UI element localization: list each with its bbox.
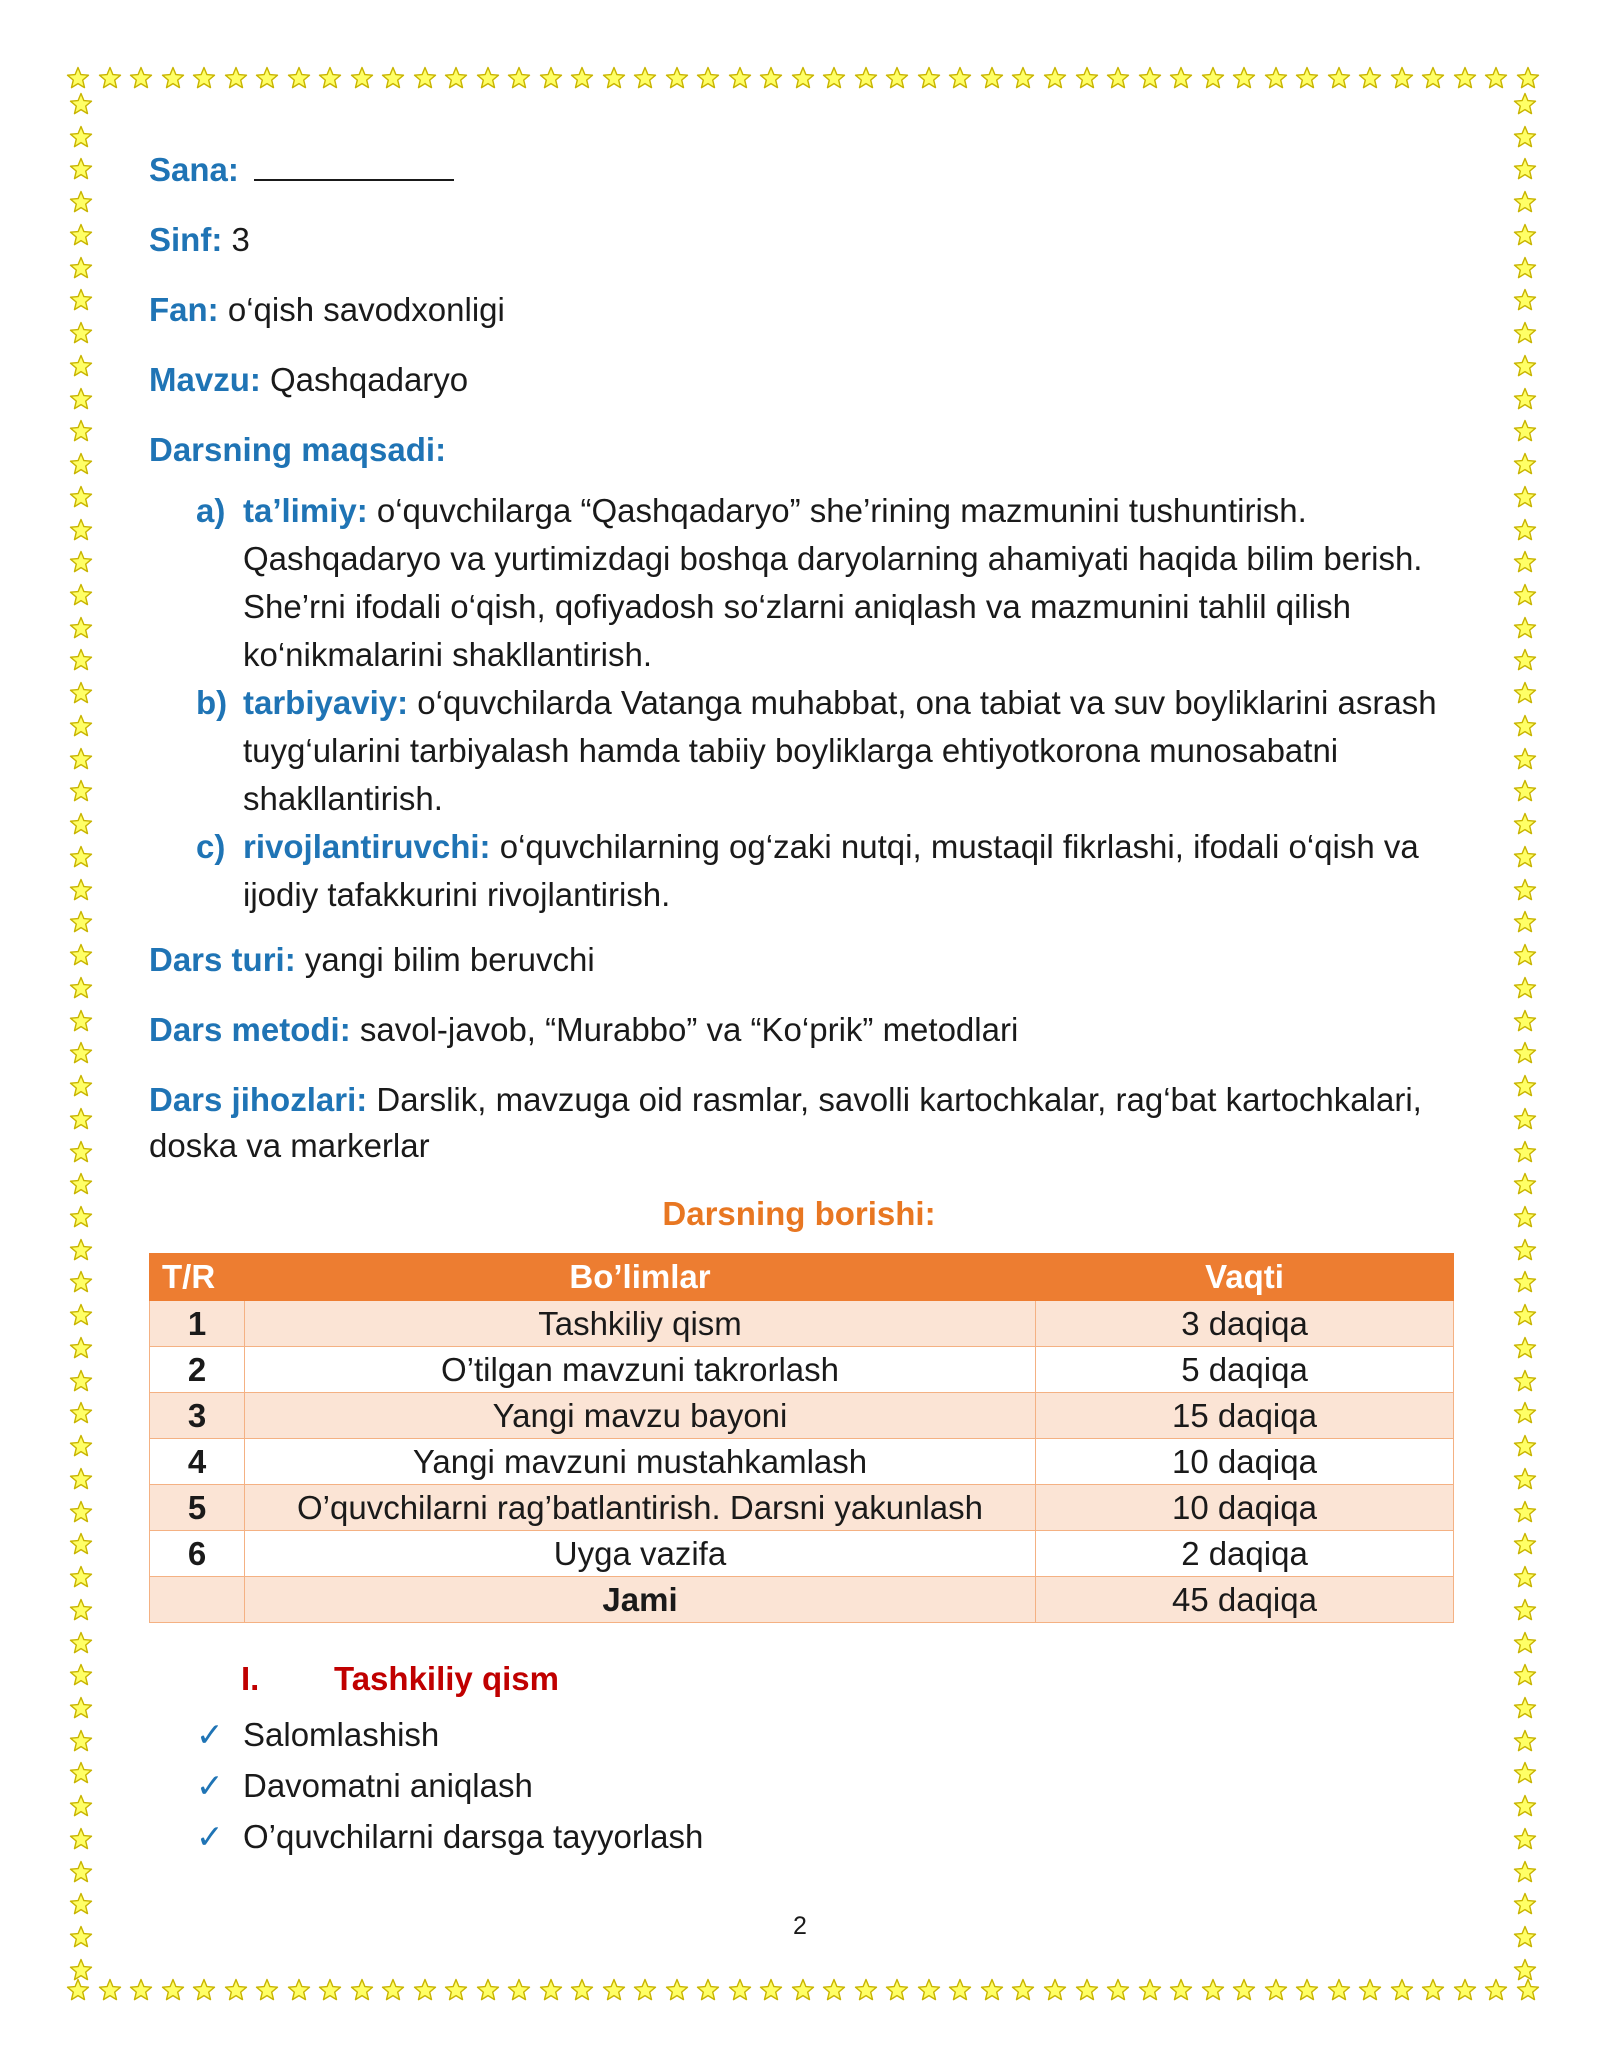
star-icon <box>69 452 93 476</box>
star-icon <box>1513 1565 1537 1589</box>
star-icon <box>1513 1172 1537 1196</box>
star-icon <box>1513 747 1537 771</box>
star-icon <box>1232 66 1256 90</box>
star-icon <box>1358 66 1382 90</box>
star-icon <box>885 66 909 90</box>
star-icon <box>69 1336 93 1360</box>
table-row <box>150 1393 1454 1439</box>
star-icon <box>1513 1434 1537 1458</box>
star-icon <box>69 1696 93 1720</box>
star-icon <box>69 190 93 214</box>
star-icon <box>1513 1074 1537 1098</box>
star-icon <box>129 66 153 90</box>
star-icon <box>255 66 279 90</box>
star-icon <box>1513 943 1537 967</box>
star-icon <box>69 1107 93 1131</box>
star-icon <box>224 1978 248 2002</box>
star-icon <box>1295 66 1319 90</box>
star-icon <box>444 66 468 90</box>
table-row <box>150 1485 1454 1531</box>
star-icon <box>129 1978 153 2002</box>
lesson-plan-table <box>149 1253 1454 1623</box>
star-icon <box>69 1140 93 1164</box>
star-icon <box>1169 66 1193 90</box>
part-heading <box>241 1655 1449 1703</box>
star-icon <box>1011 66 1035 90</box>
star-icon <box>69 1303 93 1327</box>
star-icon <box>980 66 1004 90</box>
star-icon <box>69 910 93 934</box>
row-number: 3 <box>150 1393 245 1439</box>
goal-text: o‘quvchilarga “Qashqadaryo” she’rining mazmunini tushuntirish. Qashqadaryo va yurtimizdagi boshqa daryolarning ahamiyati haqida bilim berish. She’rni ifodali o‘qish, qofiyadosh so‘zlarni aniqlash va mazmunini tahlil qilish ko‘nikmalarini shakllantirish. <box>243 492 1423 673</box>
star-icon <box>1513 1009 1537 1033</box>
star-icon <box>1390 1978 1414 2002</box>
subject-label: Fan: <box>149 291 219 328</box>
star-icon <box>539 66 563 90</box>
star-icon <box>255 1978 279 2002</box>
checklist-item <box>196 1709 1449 1760</box>
star-icon <box>1513 223 1537 247</box>
star-icon <box>444 1978 468 2002</box>
star-icon <box>1513 1401 1537 1425</box>
row-time: 2 daqiqa <box>1036 1531 1454 1577</box>
star-icon <box>728 1978 752 2002</box>
total-time: 45 daqiqa <box>1036 1577 1454 1623</box>
star-icon <box>1513 1303 1537 1327</box>
star-icon <box>1513 910 1537 934</box>
star-icon <box>1201 66 1225 90</box>
star-icon <box>224 66 248 90</box>
star-icon <box>69 1205 93 1229</box>
star-icon <box>791 66 815 90</box>
star-icon <box>1075 1978 1099 2002</box>
star-icon <box>1513 1958 1537 1982</box>
lesson-type-value: yangi bilim beruvchi <box>295 941 595 978</box>
star-icon <box>69 943 93 967</box>
star-icon <box>1513 1696 1537 1720</box>
star-icon <box>1513 1500 1537 1524</box>
goal-marker: b) <box>196 684 228 721</box>
star-icon <box>476 1978 500 2002</box>
goals-heading <box>149 427 1449 473</box>
star-icon <box>1106 1978 1130 2002</box>
star-icon <box>1513 1827 1537 1851</box>
star-icon <box>1484 66 1508 90</box>
star-icon <box>69 779 93 803</box>
star-icon <box>69 1794 93 1818</box>
star-icon <box>69 1238 93 1262</box>
star-icon <box>1513 1729 1537 1753</box>
total-label: Jami <box>245 1577 1036 1623</box>
column-header-number: T/R <box>150 1254 245 1301</box>
star-icon <box>98 1978 122 2002</box>
total-number <box>150 1577 245 1623</box>
star-icon <box>69 550 93 574</box>
star-icon <box>1075 66 1099 90</box>
star-icon <box>1513 812 1537 836</box>
star-icon <box>381 66 405 90</box>
star-icon <box>759 66 783 90</box>
row-section: O’tilgan mavzuni takrorlash <box>245 1347 1036 1393</box>
lesson-type-label: Dars turi: <box>149 941 296 978</box>
star-icon <box>539 1978 563 2002</box>
lesson-equipment-value: Darslik, mavzuga oid rasmlar, savolli kartochkalar, rag‘bat kartochkalari, doska va markerlar <box>149 1081 1422 1164</box>
star-icon <box>192 1978 216 2002</box>
star-icon <box>696 66 720 90</box>
star-icon <box>69 1434 93 1458</box>
part-roman-numeral: I. <box>241 1660 260 1697</box>
star-icon <box>69 485 93 509</box>
star-icon <box>1513 518 1537 542</box>
row-time: 15 daqiqa <box>1036 1393 1454 1439</box>
row-number: 2 <box>150 1347 245 1393</box>
star-icon <box>1513 1336 1537 1360</box>
table-total-row <box>150 1577 1454 1623</box>
grade-field <box>149 217 1449 263</box>
plan-title: Darsning borishi: <box>662 1195 936 1232</box>
star-icon <box>1513 878 1537 902</box>
star-icon <box>507 66 531 90</box>
star-icon <box>885 1978 909 2002</box>
star-icon <box>69 976 93 1000</box>
row-number: 6 <box>150 1531 245 1577</box>
row-time: 5 daqiqa <box>1036 1347 1454 1393</box>
star-icon <box>1138 1978 1162 2002</box>
row-section: Uyga vazifa <box>245 1531 1036 1577</box>
star-icon <box>1421 66 1445 90</box>
star-icon <box>854 66 878 90</box>
star-icon <box>948 1978 972 2002</box>
star-icon <box>413 1978 437 2002</box>
star-icon <box>69 714 93 738</box>
row-section: O’quvchilarni rag’batlantirish. Darsni yakunlash <box>245 1485 1036 1531</box>
star-icon <box>161 1978 185 2002</box>
row-number: 4 <box>150 1439 245 1485</box>
star-icon <box>161 66 185 90</box>
star-icon <box>1513 1794 1537 1818</box>
date-label: Sana: <box>149 151 239 188</box>
star-icon <box>1421 1978 1445 2002</box>
star-icon <box>1169 1978 1193 2002</box>
star-icon <box>1513 845 1537 869</box>
star-icon <box>1513 1140 1537 1164</box>
checklist <box>149 1709 1449 1862</box>
star-icon <box>1513 616 1537 640</box>
star-icon <box>69 354 93 378</box>
star-border-top <box>66 63 1540 93</box>
star-icon <box>69 1172 93 1196</box>
star-icon <box>69 518 93 542</box>
star-border-left <box>66 92 96 1982</box>
star-icon <box>1484 1978 1508 2002</box>
table-row <box>150 1439 1454 1485</box>
row-number: 5 <box>150 1485 245 1531</box>
star-icon <box>69 878 93 902</box>
star-icon <box>69 747 93 771</box>
checklist-item <box>196 1760 1449 1811</box>
star-icon <box>69 157 93 181</box>
goal-item <box>196 823 1449 919</box>
star-icon <box>1513 419 1537 443</box>
date-field <box>149 145 1449 193</box>
star-icon <box>66 66 90 90</box>
goal-marker: c) <box>196 828 226 865</box>
star-icon <box>287 1978 311 2002</box>
star-icon <box>1513 583 1537 607</box>
star-icon <box>1513 1761 1537 1785</box>
goals-label: Darsning maqsadi: <box>149 431 447 468</box>
star-icon <box>602 66 626 90</box>
star-icon <box>69 1565 93 1589</box>
star-icon <box>1513 387 1537 411</box>
star-icon <box>1201 1978 1225 2002</box>
star-icon <box>1513 354 1537 378</box>
row-time: 10 daqiqa <box>1036 1485 1454 1531</box>
star-icon <box>665 1978 689 2002</box>
goal-item <box>196 679 1449 823</box>
table-row <box>150 1347 1454 1393</box>
goal-label: rivojlantiruvchi: <box>243 828 491 865</box>
star-icon <box>69 92 93 116</box>
star-icon <box>822 66 846 90</box>
table-header-row <box>150 1254 1454 1301</box>
star-icon <box>1106 66 1130 90</box>
star-border-right <box>1510 92 1540 1982</box>
star-icon <box>1513 92 1537 116</box>
star-icon <box>69 321 93 345</box>
part-title: Tashkiliy qism <box>334 1660 559 1697</box>
star-icon <box>1264 1978 1288 2002</box>
row-number: 1 <box>150 1301 245 1347</box>
star-icon <box>1513 190 1537 214</box>
topic-field <box>149 357 1449 403</box>
star-icon <box>69 1860 93 1884</box>
star-icon <box>1043 1978 1067 2002</box>
star-icon <box>69 1761 93 1785</box>
star-icon <box>1513 1205 1537 1229</box>
star-icon <box>318 66 342 90</box>
goal-label: ta’limiy: <box>243 492 368 529</box>
star-icon <box>1264 66 1288 90</box>
star-icon <box>1513 1631 1537 1655</box>
checklist-text: Salomlashish <box>243 1716 440 1753</box>
checklist-text: Davomatni aniqlash <box>243 1767 533 1804</box>
star-icon <box>1358 1978 1382 2002</box>
star-icon <box>69 812 93 836</box>
star-icon <box>69 1631 93 1655</box>
star-icon <box>192 66 216 90</box>
star-icon <box>1513 714 1537 738</box>
star-icon <box>350 1978 374 2002</box>
table-row <box>150 1301 1454 1347</box>
star-icon <box>1513 648 1537 672</box>
star-icon <box>69 125 93 149</box>
star-icon <box>69 256 93 280</box>
star-icon <box>1513 452 1537 476</box>
star-icon <box>1513 321 1537 345</box>
column-header-sections: Bo’limlar <box>245 1254 1036 1301</box>
star-icon <box>69 387 93 411</box>
star-icon <box>476 66 500 90</box>
star-icon <box>1138 66 1162 90</box>
star-icon <box>69 1041 93 1065</box>
star-icon <box>413 66 437 90</box>
row-section: Tashkiliy qism <box>245 1301 1036 1347</box>
star-icon <box>822 1978 846 2002</box>
lesson-method-value: savol-javob, “Murabbo” va “Ko‘prik” metodlari <box>350 1011 1019 1048</box>
goal-item <box>196 487 1449 679</box>
star-icon <box>350 66 374 90</box>
star-icon <box>917 1978 941 2002</box>
subject-value: o‘qish savodxonligi <box>218 291 505 328</box>
star-icon <box>1043 66 1067 90</box>
lesson-method-field <box>149 1007 1449 1053</box>
star-icon <box>1516 66 1540 90</box>
subject-field <box>149 287 1449 333</box>
star-icon <box>1513 125 1537 149</box>
star-icon <box>69 223 93 247</box>
star-icon <box>1513 681 1537 705</box>
star-icon <box>1513 1532 1537 1556</box>
star-icon <box>69 1729 93 1753</box>
star-icon <box>69 1401 93 1425</box>
star-icon <box>948 66 972 90</box>
star-icon <box>570 66 594 90</box>
star-icon <box>1390 66 1414 90</box>
grade-value: 3 <box>222 221 250 258</box>
star-icon <box>1513 1860 1537 1884</box>
star-icon <box>1513 485 1537 509</box>
row-time: 3 daqiqa <box>1036 1301 1454 1347</box>
star-icon <box>570 1978 594 2002</box>
star-icon <box>69 288 93 312</box>
star-icon <box>69 1827 93 1851</box>
star-icon <box>1513 1369 1537 1393</box>
topic-value: Qashqadaryo <box>260 361 469 398</box>
goals-list <box>149 487 1449 919</box>
star-icon <box>507 1978 531 2002</box>
star-icon <box>633 66 657 90</box>
star-icon <box>69 616 93 640</box>
checkmark-icon: ✓ <box>196 1716 224 1753</box>
checkmark-icon: ✓ <box>196 1767 224 1804</box>
row-time: 10 daqiqa <box>1036 1439 1454 1485</box>
column-header-time: Vaqti <box>1036 1254 1454 1301</box>
star-icon <box>69 648 93 672</box>
row-section: Yangi mavzuni mustahkamlash <box>245 1439 1036 1485</box>
star-icon <box>69 1532 93 1556</box>
star-icon <box>69 1369 93 1393</box>
checklist-text: O’quvchilarni darsga tayyorlash <box>243 1818 704 1855</box>
star-icon <box>1453 1978 1477 2002</box>
star-icon <box>1513 550 1537 574</box>
star-icon <box>69 1074 93 1098</box>
star-icon <box>1513 1467 1537 1491</box>
star-icon <box>69 1958 93 1982</box>
star-icon <box>1513 157 1537 181</box>
star-icon <box>602 1978 626 2002</box>
star-icon <box>1513 288 1537 312</box>
row-section: Yangi mavzu bayoni <box>245 1393 1036 1439</box>
checkmark-icon: ✓ <box>196 1818 224 1855</box>
star-icon <box>69 1467 93 1491</box>
star-icon <box>1513 1041 1537 1065</box>
star-icon <box>1232 1978 1256 2002</box>
star-icon <box>1513 1238 1537 1262</box>
star-icon <box>69 1500 93 1524</box>
star-icon <box>69 583 93 607</box>
star-icon <box>1513 1663 1537 1687</box>
date-blank-line <box>254 145 454 181</box>
lesson-plan-page <box>149 145 1449 1862</box>
star-icon <box>980 1978 1004 2002</box>
goal-text: o‘quvchilarda Vatanga muhabbat, ona tabiat va suv boyliklarini asrash tuyg‘ularini tarbiyalash hamda tabiiy boyliklarga ehtiyotkorona munosabatni shakllantirish. <box>243 684 1437 817</box>
star-icon <box>665 66 689 90</box>
star-icon <box>69 1598 93 1622</box>
star-icon <box>1327 1978 1351 2002</box>
lesson-equipment-field <box>149 1077 1449 1169</box>
goal-text: o‘quvchilarning og‘zaki nutqi, mustaqil fikrlashi, ifodali o‘qish va ijodiy tafakkurini rivojlantirish. <box>243 828 1419 913</box>
lesson-equipment-label: Dars jihozlari: <box>149 1081 368 1118</box>
star-icon <box>287 66 311 90</box>
grade-label: Sinf: <box>149 221 223 258</box>
star-icon <box>69 845 93 869</box>
star-icon <box>69 1009 93 1033</box>
star-icon <box>1513 976 1537 1000</box>
star-icon <box>69 1663 93 1687</box>
star-icon <box>1513 779 1537 803</box>
goal-marker: a) <box>196 492 226 529</box>
goal-label: tarbiyaviy: <box>243 684 409 721</box>
star-icon <box>1453 66 1477 90</box>
star-icon <box>69 681 93 705</box>
star-icon <box>1327 66 1351 90</box>
star-icon <box>1295 1978 1319 2002</box>
table-row <box>150 1531 1454 1577</box>
star-icon <box>1513 1598 1537 1622</box>
star-icon <box>759 1978 783 2002</box>
star-icon <box>69 1270 93 1294</box>
star-icon <box>696 1978 720 2002</box>
lesson-method-label: Dars metodi: <box>149 1011 351 1048</box>
star-icon <box>318 1978 342 2002</box>
checklist-item <box>196 1811 1449 1862</box>
page-number: 2 <box>793 1912 807 1940</box>
star-icon <box>98 66 122 90</box>
star-icon <box>917 66 941 90</box>
star-icon <box>1513 1270 1537 1294</box>
lesson-type-field <box>149 937 1449 983</box>
star-icon <box>728 66 752 90</box>
star-icon <box>69 419 93 443</box>
star-icon <box>791 1978 815 2002</box>
star-icon <box>1513 1107 1537 1131</box>
star-icon <box>633 1978 657 2002</box>
star-icon <box>854 1978 878 2002</box>
star-icon <box>1513 256 1537 280</box>
star-border-bottom <box>66 1975 1540 2005</box>
star-icon <box>1011 1978 1035 2002</box>
star-icon <box>381 1978 405 2002</box>
topic-label: Mavzu: <box>149 361 261 398</box>
